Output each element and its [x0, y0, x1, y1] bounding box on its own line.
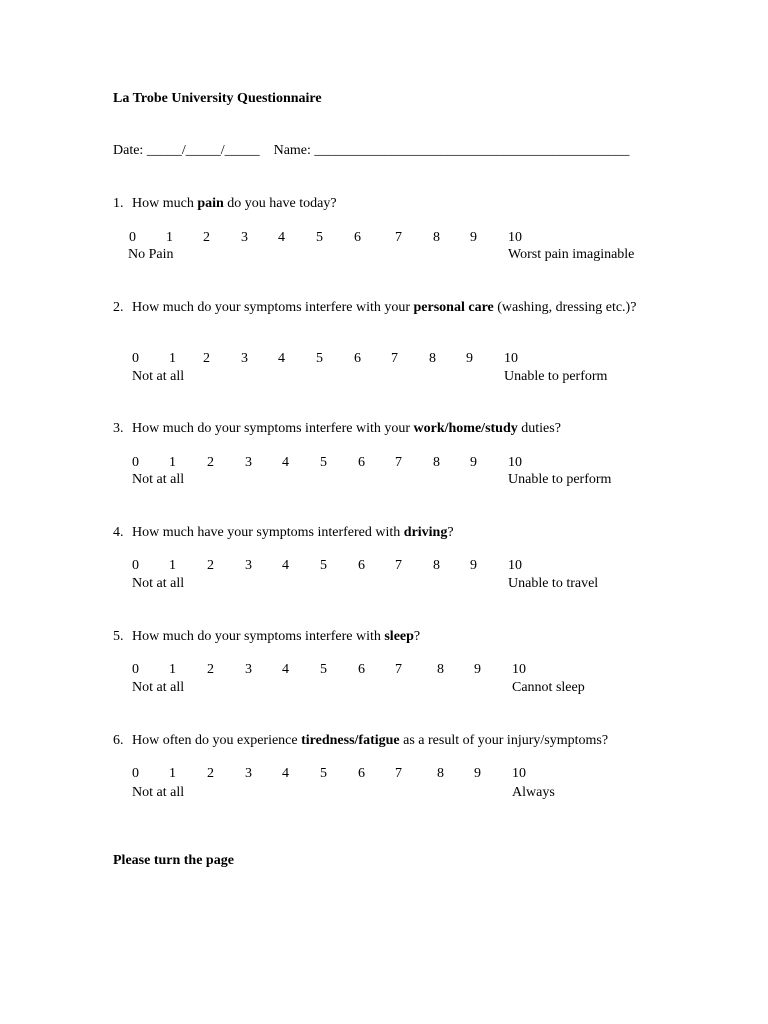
scale-option[interactable]: 10 [512, 766, 526, 781]
scale-option[interactable]: 6 [358, 662, 365, 677]
question-text-end: as a result of your injury/symptoms? [399, 733, 609, 748]
scale-option[interactable]: 9 [470, 455, 477, 470]
question-number: 5. [113, 629, 124, 644]
question-emphasis: pain [197, 196, 224, 211]
question-text-start: How much do your symptoms interfere with your [132, 421, 414, 436]
scale-option[interactable]: 1 [166, 230, 173, 245]
rating-scale[interactable] [113, 455, 653, 473]
scale-option[interactable]: 4 [282, 558, 289, 573]
scale-option[interactable]: 3 [245, 455, 252, 470]
scale-option[interactable]: 8 [429, 351, 436, 366]
scale-anchors [113, 472, 653, 490]
question-text-end: ? [413, 629, 421, 644]
scale-option[interactable]: 3 [245, 558, 252, 573]
scale-option[interactable]: 5 [320, 766, 327, 781]
rating-scale[interactable] [113, 230, 653, 248]
scale-option[interactable]: 0 [132, 455, 139, 470]
scale-option[interactable]: 6 [354, 351, 361, 366]
scale-option[interactable]: 3 [245, 766, 252, 781]
question-4 [113, 524, 653, 591]
question-text [113, 299, 653, 317]
scale-option[interactable]: 9 [470, 230, 477, 245]
scale-option[interactable]: 6 [354, 230, 361, 245]
scale-anchors [113, 680, 653, 698]
low-anchor-label: Not at all [132, 369, 185, 384]
low-anchor-label: Not at all [132, 472, 185, 487]
page-title: La Trobe University Questionnaire [113, 91, 322, 106]
scale-option[interactable]: 6 [358, 766, 365, 781]
question-number: 2. [113, 300, 124, 315]
low-anchor-label: Not at all [132, 680, 185, 695]
question-number: 6. [113, 733, 124, 748]
scale-option[interactable]: 8 [437, 662, 444, 677]
question-text-end: do you have today? [223, 196, 337, 211]
question-emphasis: driving [403, 525, 448, 540]
high-anchor-label: Unable to perform [508, 472, 612, 487]
scale-option[interactable]: 5 [320, 455, 327, 470]
scale-option[interactable]: 2 [203, 351, 210, 366]
low-anchor-label: No Pain [128, 247, 174, 262]
scale-option[interactable]: 1 [169, 558, 176, 573]
scale-option[interactable]: 3 [241, 230, 248, 245]
scale-option[interactable]: 9 [474, 766, 481, 781]
high-anchor-label: Unable to travel [508, 576, 599, 591]
scale-anchors [113, 369, 653, 387]
high-anchor-label: Always [512, 785, 555, 800]
scale-option[interactable]: 7 [395, 455, 402, 470]
scale-option[interactable]: 8 [433, 558, 440, 573]
scale-option[interactable]: 4 [278, 230, 285, 245]
question-emphasis: tiredness/fatigue [301, 733, 400, 748]
scale-option[interactable]: 8 [437, 766, 444, 781]
scale-option[interactable]: 4 [282, 455, 289, 470]
scale-option[interactable]: 9 [466, 351, 473, 366]
scale-option[interactable]: 1 [169, 662, 176, 677]
scale-option[interactable]: 9 [470, 558, 477, 573]
scale-option[interactable]: 5 [320, 558, 327, 573]
high-anchor-label: Unable to perform [504, 369, 608, 384]
scale-option[interactable]: 7 [395, 230, 402, 245]
scale-option[interactable]: 10 [508, 558, 522, 573]
scale-option[interactable]: 5 [316, 351, 323, 366]
rating-scale[interactable] [113, 558, 653, 576]
question-text-start: How much [132, 196, 198, 211]
scale-option[interactable]: 5 [320, 662, 327, 677]
scale-option[interactable]: 1 [169, 766, 176, 781]
rating-scale[interactable] [113, 766, 653, 784]
scale-option[interactable]: 4 [278, 351, 285, 366]
scale-option[interactable]: 0 [132, 351, 139, 366]
scale-option[interactable]: 0 [132, 558, 139, 573]
scale-option[interactable]: 2 [207, 558, 214, 573]
scale-option[interactable]: 4 [282, 662, 289, 677]
question-text [113, 195, 653, 213]
date-name-line[interactable]: Date: _____/_____/_____ Name: _____________________________________________ [113, 143, 630, 158]
question-emphasis: sleep [384, 629, 414, 644]
scale-option[interactable]: 9 [474, 662, 481, 677]
scale-option[interactable]: 1 [169, 455, 176, 470]
scale-option[interactable]: 8 [433, 230, 440, 245]
scale-option[interactable]: 3 [241, 351, 248, 366]
question-text-start: How much do your symptoms interfere with your [132, 300, 414, 315]
scale-option[interactable]: 10 [508, 230, 522, 245]
scale-option[interactable]: 5 [316, 230, 323, 245]
scale-option[interactable]: 7 [395, 558, 402, 573]
scale-option[interactable]: 6 [358, 455, 365, 470]
scale-option[interactable]: 2 [207, 662, 214, 677]
turn-page-note: Please turn the page [113, 853, 234, 868]
scale-option[interactable]: 2 [207, 455, 214, 470]
scale-option[interactable]: 7 [391, 351, 398, 366]
high-anchor-label: Cannot sleep [512, 680, 585, 695]
question-3 [113, 420, 653, 487]
scale-option[interactable]: 7 [395, 766, 402, 781]
question-text-end: duties? [517, 421, 561, 436]
question-text-end: (washing, dressing etc.)? [493, 300, 637, 315]
scale-option[interactable]: 10 [512, 662, 526, 677]
rating-scale[interactable] [113, 351, 653, 369]
scale-option[interactable]: 2 [207, 766, 214, 781]
question-text [113, 628, 653, 646]
scale-option[interactable]: 2 [203, 230, 210, 245]
scale-option[interactable]: 8 [433, 455, 440, 470]
low-anchor-label: Not at all [132, 576, 185, 591]
question-text [113, 732, 653, 750]
scale-option[interactable]: 3 [245, 662, 252, 677]
scale-option[interactable]: 6 [358, 558, 365, 573]
question-number: 3. [113, 421, 124, 436]
question-number: 4. [113, 525, 124, 540]
question-text [113, 420, 653, 438]
question-text-end: ? [447, 525, 454, 540]
low-anchor-label: Not at all [132, 785, 185, 800]
scale-option[interactable]: 0 [132, 766, 139, 781]
question-1 [113, 195, 653, 262]
scale-option[interactable]: 0 [129, 230, 136, 245]
scale-option[interactable]: 0 [132, 662, 139, 677]
question-5 [113, 628, 653, 695]
scale-option[interactable]: 10 [504, 351, 518, 366]
rating-scale[interactable] [113, 662, 653, 680]
high-anchor-label: Worst pain imaginable [508, 247, 635, 262]
scale-option[interactable]: 10 [508, 455, 522, 470]
question-text-start: How much have your symptoms interfered with [132, 525, 404, 540]
scale-option[interactable]: 4 [282, 766, 289, 781]
question-text [113, 524, 653, 542]
question-text-start: How much do your symptoms interfere with [132, 629, 385, 644]
question-emphasis: work/home/study [413, 421, 518, 436]
scale-anchors [113, 785, 653, 803]
scale-option[interactable]: 7 [395, 662, 402, 677]
scale-anchors [113, 247, 653, 265]
question-6 [113, 732, 653, 800]
question-number: 1. [113, 196, 124, 211]
question-2 [113, 299, 653, 384]
scale-option[interactable]: 1 [169, 351, 176, 366]
question-text-start: How often do you experience [132, 733, 302, 748]
scale-anchors [113, 576, 653, 594]
question-emphasis: personal care [413, 300, 494, 315]
